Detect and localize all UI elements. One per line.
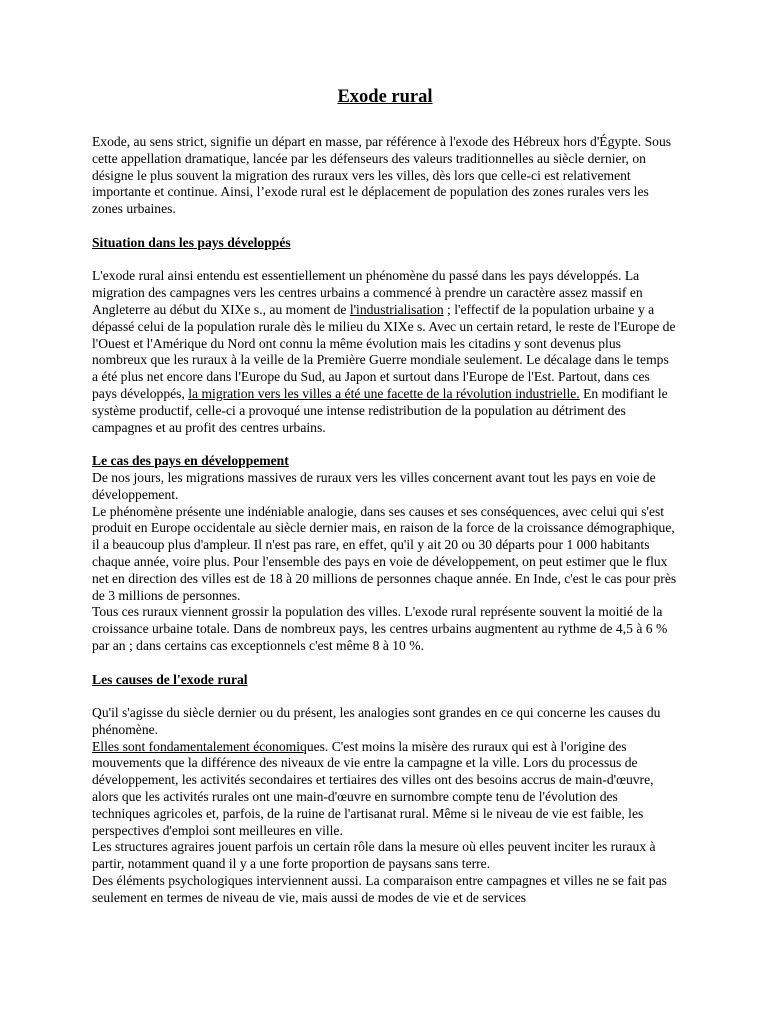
link-industrial-revolution[interactable]: la migration vers les villes a été une facette de la révolution industrielle. xyxy=(188,385,580,401)
link-economic-causes[interactable]: Elles sont fondamentalement économiq xyxy=(92,738,307,754)
text-run: ; l'effectif de la population urbaine y a dépassé celui de la population rurale dès le milieu du XIXe s. Avec un certain retard, le reste de l'Europe de l'Ouest et l'Amérique du Nord ont connu la même évolution mais les citadins y sont devenus plus nombreux que les ruraux à la veille de la Première Guerre mondiale seulement. Le décalage dans le temps a été plus net encore dans l'Europe du Sud, au Japon et surtout dans l'Europe de l'Est. Partout, dans ces pays développés, xyxy=(92,301,676,401)
developing-paragraph-3: Tous ces ruraux viennent grossir la population des villes. L'exode rural représente souvent la moitié de la croissance urbaine totale. Dans de nombreux pays, les centres urbains augmentent au rythme de 4,5 à 6 % par an ; dans certains cas exceptionnels c'est même 8 à 10 %. xyxy=(92,604,668,653)
document-page xyxy=(92,85,678,907)
causes-paragraph-2 xyxy=(92,739,678,840)
text-run: ues. C'est moins la misère des ruraux qui est à l'origine des mouvements que la différence des niveaux de vie entre la campagne et la ville. Lors du processus de développement, les activités secondaires et tertiaires des villes ont des besoins accrus de main-d'œuvre, alors que les activités rurales ont une main-d'œuvre en surnombre compte tenu de l'évolution des techniques agricoles et, parfois, de la ruine de l'artisanat rural. Même si le niveau de vie est faible, les perspectives d'emploi sont meilleures en ville. xyxy=(92,738,654,838)
intro-paragraph: Exode, au sens strict, signifie un départ en masse, par référence à l'exode des Hébreux hors d'Égypte. Sous cette appellation dramatique, lancée par les défenseurs des valeurs traditionnelles au siècle dernier, on désigne le plus souvent la migration des ruraux vers les villes, dès lors que celle-ci est relativement importante et continue. Ainsi, l’exode rural est le déplacement de population des zones rurales vers les zones urbaines. xyxy=(92,134,672,217)
section-heading-developing: Le cas des pays en développement xyxy=(92,453,289,469)
link-industrialisation[interactable]: l'industrialisation xyxy=(349,301,444,317)
document-title: Exode rural xyxy=(337,87,433,107)
developing-paragraph-1: De nos jours, les migrations massives de ruraux vers les villes concernent avant tout les pays en voie de développement. xyxy=(92,469,656,502)
text-run: En modifiant le système productif, celle-ci a provoqué une intense redistribution de la population au détriment des campagnes et au profit des centres urbains. xyxy=(92,385,668,435)
causes-paragraph-3: Les structures agraires jouent parfois un certain rôle dans la mesure où elles peuvent inciter les ruraux à partir, notamment quand il y a une forte proportion de paysans sans terre. xyxy=(92,839,656,872)
causes-paragraph-4: Des éléments psychologiques interviennent aussi. La comparaison entre campagnes et villes ne se fait pas seulement en termes de niveau de vie, mais aussi de modes de vie et de services xyxy=(92,873,667,905)
section-heading-developed: Situation dans les pays développés xyxy=(92,234,291,250)
text-run: L'exode rural ainsi entendu est essentiellement un phénomène du passé dans les pays développés. La migration des campagnes vers les centres urbains a commencé à prendre un caractère assez massif en Angleterre au début du XIXe s., au moment de xyxy=(92,268,643,317)
developing-paragraph-2: Le phénomène présente une indéniable analogie, dans ses causes et ses conséquences, avec celui qui s'est produit en Europe occidentale au siècle dernier mais, en raison de la force de la croissance démographique, il a beaucoup plus d'ampleur. Il n'est pas rare, en effet, qu'il y ait 20 ou 30 départs pour 1 000 habitants chaque année, voire plus. Pour l'ensemble des pays en voie de développement, on peut estimer que le flux net en direction des villes est de 18 à 20 millions de personnes chaque année. En Inde, c'est le cas pour près de 3 millions de personnes. xyxy=(92,503,677,603)
causes-paragraph-1: Qu'il s'agisse du siècle dernier ou du présent, les analogies sont grandes en ce qui concerne les causes du phénomène. xyxy=(92,705,661,737)
section-developed-paragraph xyxy=(92,268,678,436)
section-heading-causes: Les causes de l'exode rural xyxy=(92,671,248,687)
